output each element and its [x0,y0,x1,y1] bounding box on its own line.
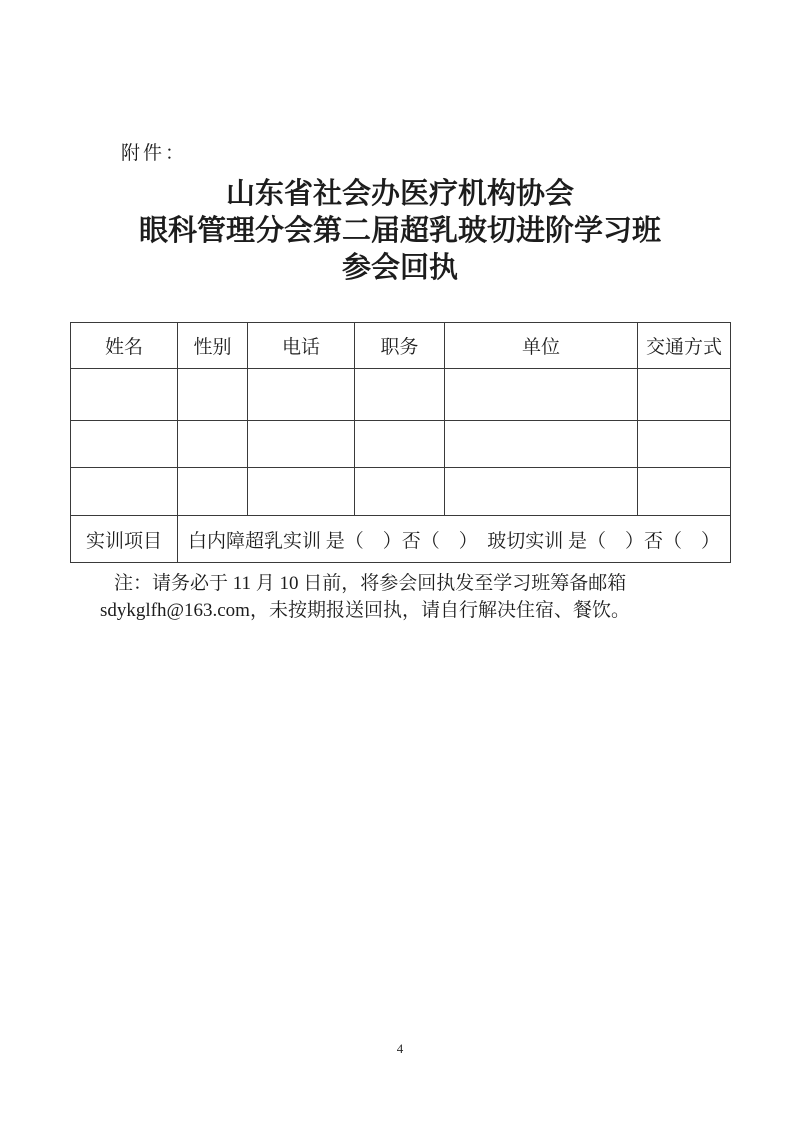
empty-cell [355,468,445,516]
document-title [0,176,800,287]
empty-cell [71,468,178,516]
empty-cell [71,421,178,468]
empty-cell [248,369,355,421]
empty-cell [71,369,178,421]
reply-form-table [70,322,731,563]
training-project-options: 白内障超乳实训 是（ ）否（ ） 玻切实训 是（ ）否（ ） [178,516,731,563]
empty-cell [355,421,445,468]
table-row [71,369,731,421]
table-row [71,421,731,468]
col-header-name: 姓名 [71,323,178,369]
empty-cell [638,421,731,468]
empty-cell [178,468,248,516]
title-line-class: 眼科管理分会第二届超乳玻切进阶学习班 [138,215,661,247]
empty-cell [638,369,731,421]
empty-cell [638,468,731,516]
training-project-row [71,516,731,563]
table-header-row [71,323,731,369]
table-row [71,468,731,516]
attachment-label: 附件： [121,143,188,164]
col-header-position: 职务 [355,323,445,369]
training-project-label: 实训项目 [71,516,178,563]
empty-cell [355,369,445,421]
empty-cell [178,421,248,468]
col-header-gender: 性别 [178,323,248,369]
col-header-phone: 电话 [248,323,355,369]
empty-cell [178,369,248,421]
empty-cell [445,369,638,421]
empty-cell [445,421,638,468]
page-number: 4 [396,1041,404,1056]
empty-cell [248,468,355,516]
col-header-transport: 交通方式 [638,323,731,369]
col-header-organization: 单位 [445,323,638,369]
empty-cell [248,421,355,468]
footnote [0,571,800,624]
title-line-reply-slip: 参会回执 [341,252,458,284]
empty-cell [445,468,638,516]
title-line-association: 山东省社会办医疗机构协会 [225,178,574,210]
footnote-line-email: sdykglfh@163.com，未按期报送回执，请自行解决住宿、餐饮。 [100,599,630,621]
footnote-line-deadline: 注：请务必于 11 月 10 日前，将参会回执发至学习班筹备邮箱 [114,573,627,594]
